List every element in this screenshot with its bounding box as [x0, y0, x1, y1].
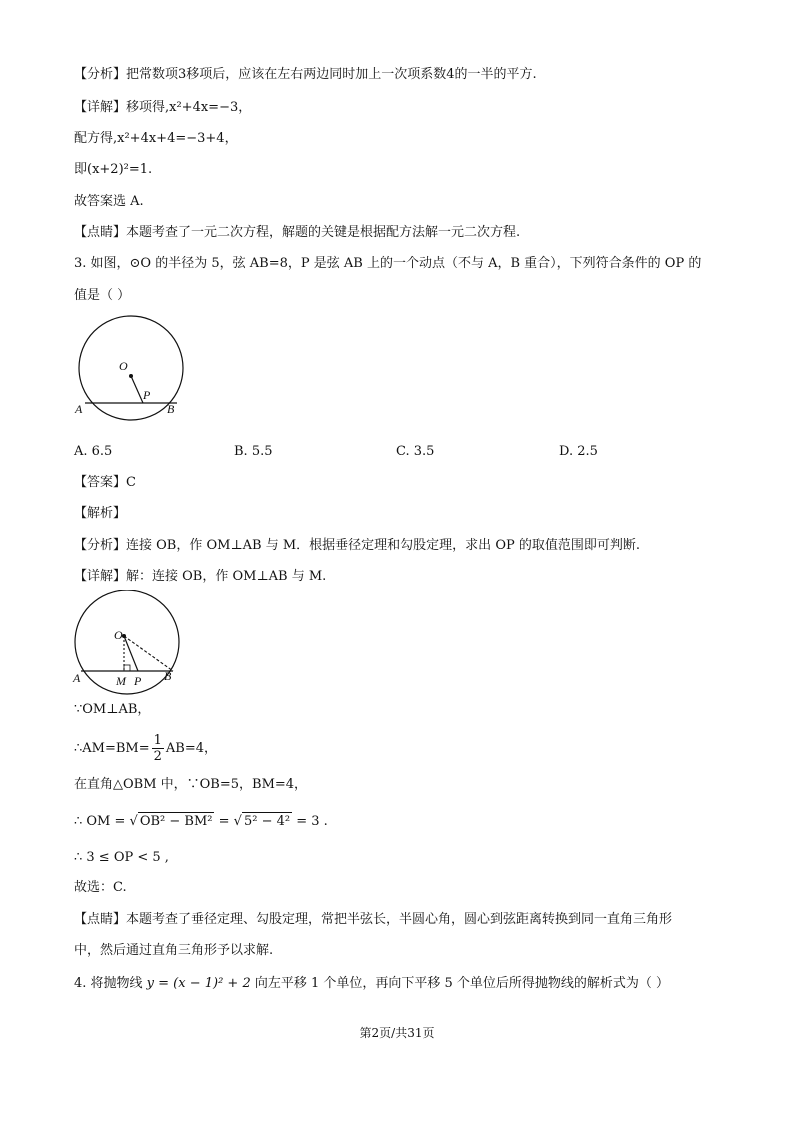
step4-mid: =: [214, 814, 234, 829]
q3-solution-label: 【解析】: [74, 506, 127, 521]
sqrt-sign-1: √: [129, 814, 138, 829]
q4-stem-post: 向左平移 1 个单位，再向下平移 5 个单位后所得抛物线的解析式为（ ）: [250, 976, 670, 991]
option-c: C. 3.5: [396, 444, 435, 459]
sqrt-radicand-2: 5² − 4²: [243, 814, 291, 829]
analysis-text-p1: 【分析】把常数项3移项后，应该在左右两边同时加上一次项系数4的一半的平方.: [74, 67, 537, 82]
q3-step2: [74, 732, 217, 766]
fig1-label-o: O: [119, 359, 128, 373]
q3-step4: [74, 812, 328, 831]
fig1-label-b: B: [167, 402, 175, 416]
fig1-label-a: A: [75, 402, 83, 416]
detail-expr: x²+4x=−3: [169, 100, 239, 115]
option-b: B. 5.5: [234, 444, 273, 459]
sqrt-sign-2: √: [233, 814, 242, 829]
fraction-numerator: 1: [153, 733, 162, 748]
detail-text-p1: [74, 99, 251, 117]
page-footer: 第2页/共31页: [359, 1026, 435, 1040]
choose-text-p1: 故答案选 A.: [74, 194, 144, 209]
fraction-denominator: 2: [153, 749, 162, 764]
q4-stem: [74, 975, 669, 993]
sqrt-radicand-1: OB² − BM²: [139, 814, 213, 829]
q3-analysis: 【分析】连接 OB，作 OM⊥AB 与 M．根据垂径定理和勾股定理，求出 OP 的取值范围即可判断.: [74, 538, 640, 553]
half-fraction: [152, 733, 164, 764]
q3-step3: 在直角△OBM 中，∵OB=5，BM=4，: [74, 777, 308, 792]
option-d: D. 2.5: [559, 444, 598, 459]
fig2-label-a: A: [73, 671, 81, 685]
fig2-label-m: M: [116, 674, 126, 688]
complete-square-text: [74, 130, 238, 148]
q4-stem-pre: 4. 将抛物线: [74, 976, 147, 991]
figure-circle-2: [68, 590, 188, 700]
step2-post: AB=4，: [165, 741, 218, 756]
q3-choose: 故选：C.: [74, 880, 127, 895]
q3-comment-line1: 【点睛】本题考查了垂径定理、勾股定理，常把半弦长，半圆心角，圆心到弦距离转换到同一直角三角形: [74, 912, 673, 927]
fig2-label-o: O: [114, 628, 123, 642]
step4-pre: ∴ OM =: [74, 814, 130, 829]
figure-circle-1: [70, 315, 190, 425]
q3-stem-line2: 值是（ ）: [74, 288, 131, 303]
q3-stem-line1: 3. 如图，⊙O 的半径为 5，弦 AB=8，P 是弦 AB 上的一个动点（不与 A，B 重合），下列符合条件的 OP 的: [74, 256, 702, 271]
q4-parabola-expr: y = (x − 1)² + 2: [146, 976, 251, 991]
fig2-label-p: P: [134, 674, 142, 688]
complete-label: 配方得,: [74, 131, 118, 146]
complete-expr: x²+4x+4=−3+4: [117, 131, 225, 146]
q3-detail: 【详解】解：连接 OB，作 OM⊥AB 与 M.: [74, 569, 327, 584]
q3-comment-line2: 中，然后通过直角三角形予以求解.: [74, 943, 274, 958]
comment-text-p1: 【点睛】本题考查了一元二次方程，解题的关键是根据配方法解一元二次方程.: [74, 225, 521, 240]
q3-answer: 【答案】C: [74, 475, 136, 490]
q3-step1: ∵OM⊥AB，: [74, 702, 151, 717]
fig2-label-b: B: [164, 669, 172, 683]
q3-step5: ∴ 3 ≤ OP < 5 ,: [74, 850, 169, 865]
option-a: A. 6.5: [74, 444, 113, 459]
result-text-p1: 即(x+2)²=1.: [74, 162, 153, 177]
detail-label: 【详解】移项得,: [74, 100, 170, 115]
detail-end: ，: [238, 100, 252, 115]
step4-post: = 3 .: [292, 814, 328, 829]
complete-end: ，: [224, 131, 238, 146]
fig1-label-p: P: [143, 388, 151, 402]
step2-pre: ∴AM=BM=: [74, 741, 150, 756]
